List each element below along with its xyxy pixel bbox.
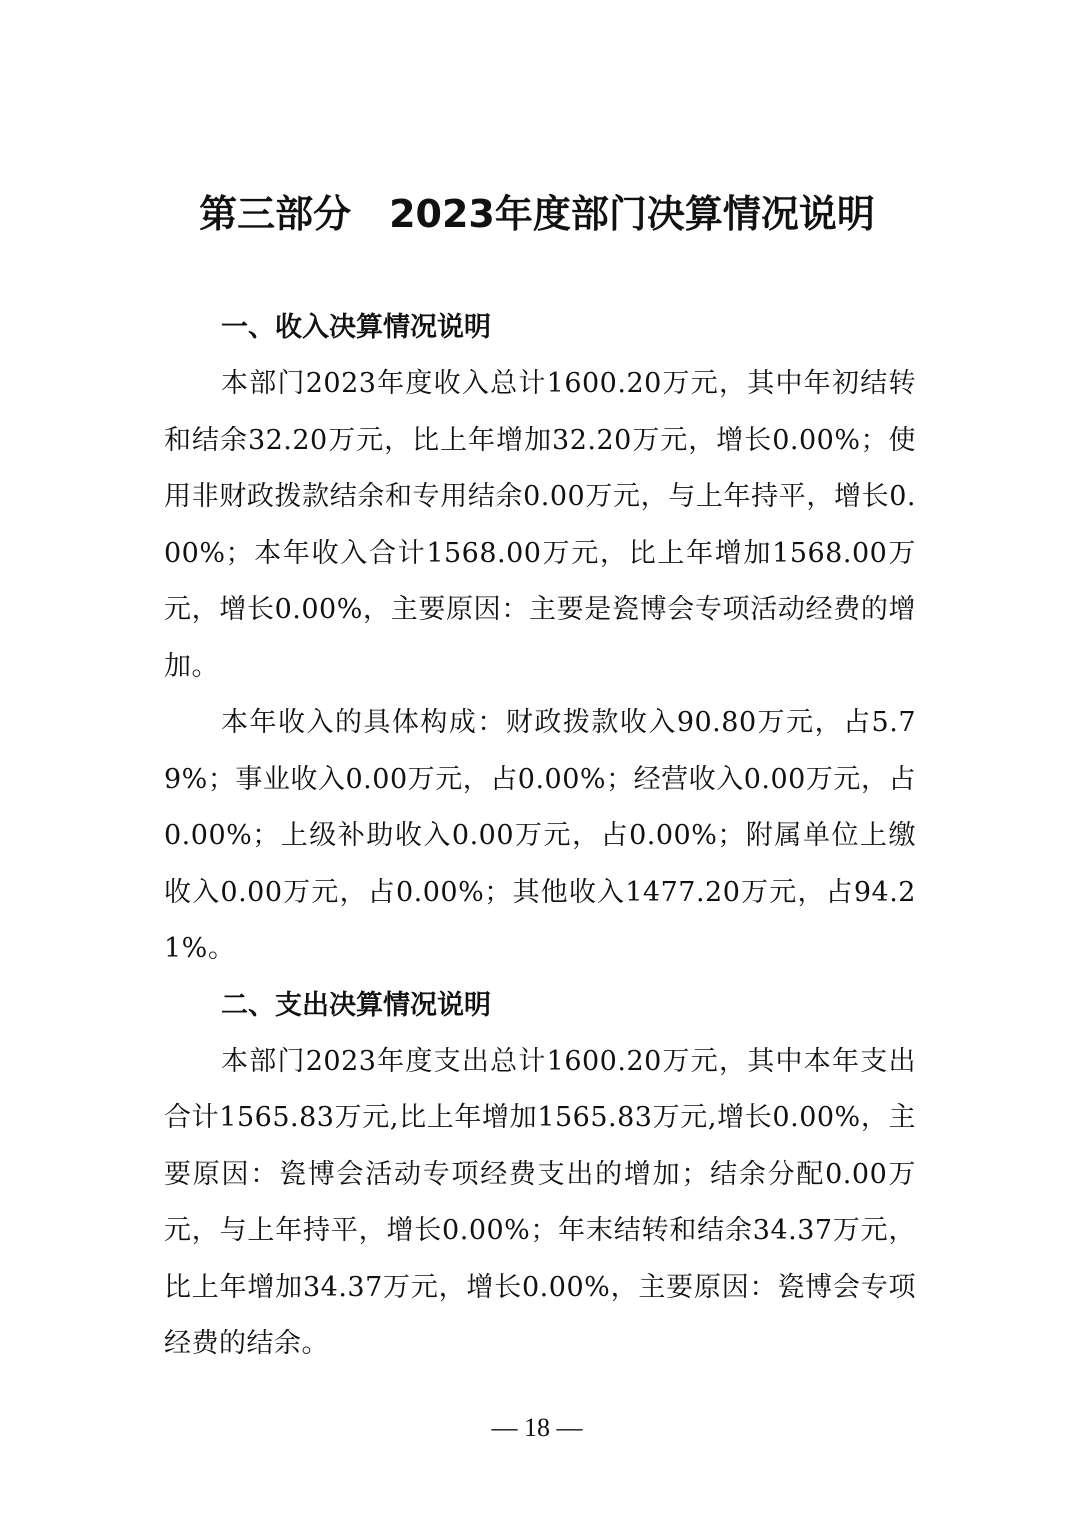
- income-heading: 一、收入决算情况说明: [221, 312, 491, 343]
- income-paragraph-total: 本部门2023年度收入总计1600.20万元，其中年初结转和结余32.20万元，比上年增加32.20万元，增长0.00%；使用非财政拨款结余和专用结余0.00万元，与上年持平，增长0.00%；本年收入合计1568.00万元，比上年增加1568.00万元，增长0.00%，主要原因：主要是瓷博会专项活动经费的增加。: [164, 368, 916, 682]
- income-paragraph-composition: 本年收入的具体构成：财政拨款收入90.80万元，占5.79%；事业收入0.00万元，占0.00%；经营收入0.00万元，占0.00%；上级补助收入0.00万元，占0.00%；附属单位上缴收入0.00万元，占0.00%；其他收入1477.20万元，占94.21%。: [164, 707, 916, 964]
- document-body: [164, 300, 916, 1373]
- expenditure-heading: 二、支出决算情况说明: [221, 989, 491, 1021]
- page-title: 第三部分 2023年度部门决算情况说明: [199, 192, 875, 236]
- expenditure-paragraph-total: 本部门2023年度支出总计1600.20万元，其中本年支出合计1565.83万元,比上年增加1565.83万元,增长0.00%，主要原因：瓷博会活动专项经费支出的增加；结余分配0.00万元，与上年持平，增长0.00%；年末结转和结余34.37万元，比上年增加34.37万元，增长0.00%，主要原因：瓷博会专项经费的结余。: [164, 1045, 916, 1359]
- income-section: [164, 300, 916, 978]
- page-number: — 18 —: [491, 1413, 583, 1442]
- expenditure-section: [164, 978, 916, 1373]
